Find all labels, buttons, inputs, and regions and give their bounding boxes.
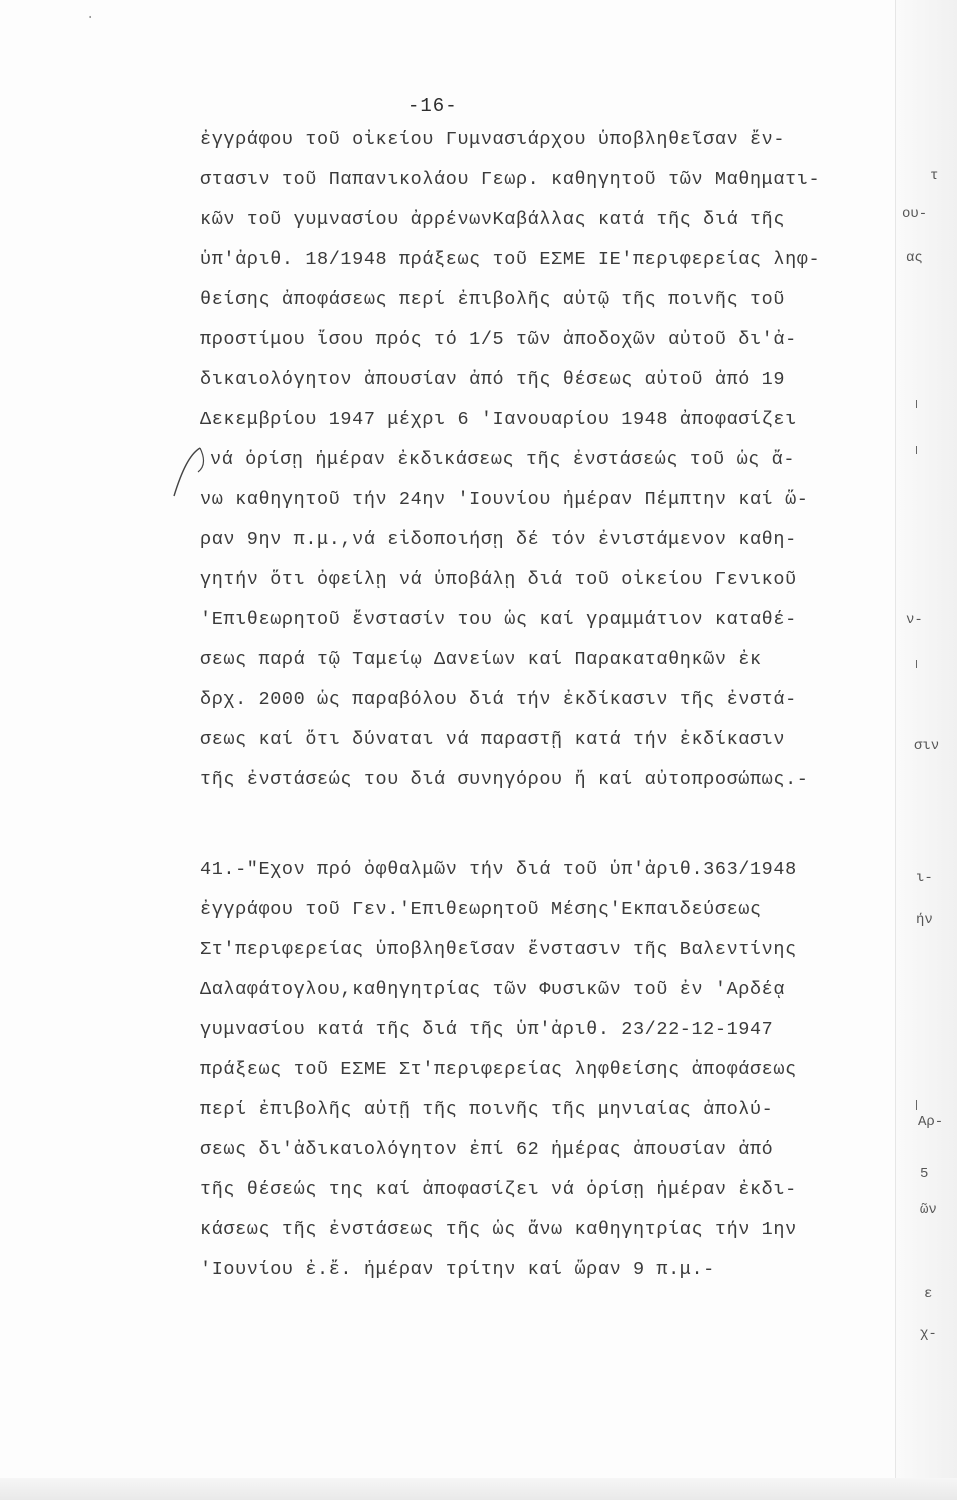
text-line: τῆς ἐνστάσεώς του διά συνηγόρου ἤ καί αὐτοπροσώπως.-	[200, 769, 809, 790]
text-line: κάσεως τῆς ἐνστάσεως τῆς ὡς ἄνω καθηγητρίας τήν 1ην	[200, 1219, 797, 1240]
page-number: -16-	[408, 95, 458, 117]
text-line: θείσης ἀποφάσεως περί ἐπιβολῆς αὐτῷ τῆς ποινῆς τοῦ	[200, 289, 786, 310]
corner-mark: ·	[86, 10, 95, 26]
text-line: σεως δι'ἀδικαιολόγητον ἐπί 62 ἡμέρας ἀπουσίαν ἀπό	[200, 1139, 774, 1160]
margin-tick	[916, 446, 917, 454]
text-line: προστίμου ἴσου πρός τό 1/5 τῶν ἀποδοχῶν αὐτοῦ δι'ἀ-	[200, 329, 797, 350]
margin-fragment: τ	[930, 168, 939, 184]
text-line: στασιν τοῦ Παπανικολάου Γεωρ. καθηγητοῦ τῶν Μαθηματι-	[200, 169, 821, 190]
text-line: περί ἐπιβολῆς αὐτῇ τῆς ποινῆς τῆς μηνιαίας ἀπολύ-	[200, 1099, 774, 1120]
text-line: κῶν τοῦ γυμνασίου ἀρρένωνΚαβάλλας κατά τῆς διά τῆς	[200, 209, 786, 230]
text-line: δικαιολόγητον ἀπουσίαν ἀπό τῆς θέσεως αὐτοῦ ἀπό 19	[200, 369, 786, 390]
margin-fragment: Αρ-	[918, 1114, 944, 1130]
text-line: ἐγγράφου τοῦ Γεν.'Επιθεωρητοῦ Μέσης'Εκπαιδεύσεως	[200, 899, 762, 920]
text-line: τῆς θέσεώς της καί ἀποφασίζει νά ὁρίσῃ ἡμέραν ἐκδι-	[200, 1179, 797, 1200]
paragraph-40	[200, 120, 900, 800]
text-line: νά ὁρίσῃ ἡμέραν ἐκδικάσεως τῆς ἐνστάσεώς τοῦ ὡς ἄ-	[210, 449, 796, 470]
page-bottom-edge	[0, 1478, 957, 1500]
text-line: Δαλαφάτογλου,καθηγητρίας τῶν Φυσικῶν τοῦ ἐν 'Αρδέᾳ	[200, 979, 786, 1000]
text-line: 'Επιθεωρητοῦ ἔνστασίν του ὡς καί γραμμάτιον καταθέ-	[200, 609, 797, 630]
text-line: γυμνασίου κατά τῆς διά τῆς ὑπ'ἀριθ. 23/22-12-1947	[200, 1019, 774, 1040]
paragraph-41	[200, 850, 900, 1290]
text-line: νω καθηγητοῦ τήν 24ην 'Ιουνίου ἡμέραν Πέμπτην καί ὥ-	[200, 489, 809, 510]
text-line: ὑπ'ἀριθ. 18/1948 πράξεως τοῦ ΕΣΜΕ ΙΕ'περιφερείας ληφ-	[200, 249, 821, 270]
text-line: σεως καί ὅτι δύναται νά παραστῇ κατά τήν ἐκδίκασιν	[200, 729, 786, 750]
margin-fragment: ι-	[916, 870, 933, 886]
text-line: 41.-"Εχον πρό ὀφθαλμῶν τήν διά τοῦ ὑπ'ἀριθ.363/1948	[200, 859, 797, 880]
text-line: σεως παρά τῷ Ταμείῳ Δανείων καί Παρακαταθηκῶν ἐκ	[200, 649, 762, 670]
text-line: ἐγγράφου τοῦ οἰκείου Γυμνασιάρχου ὑποβληθεῖσαν ἔν-	[200, 129, 786, 150]
margin-fragment: ήν	[916, 912, 933, 928]
margin-fragment: ου-	[902, 206, 928, 222]
margin-fragment: ας	[906, 250, 923, 266]
margin-fragment: ῶν	[920, 1202, 937, 1218]
text-line: ραν 9ην π.μ.,νά εἰδοποιήσῃ δέ τόν ἐνιστάμενον καθη-	[200, 529, 797, 550]
text-line: πράξεως τοῦ ΕΣΜΕ Στ'περιφερείας ληφθείσης ἀποφάσεως	[200, 1059, 797, 1080]
text-line: δρχ. 2000 ὡς παραβόλου διά τήν ἐκδίκασιν τῆς ἐνστά-	[200, 689, 797, 710]
margin-fragment: ε	[924, 1286, 933, 1302]
text-line: Δεκεμβρίου 1947 μέχρι 6 'Ιανουαρίου 1948 ἀποφασίζει	[200, 409, 797, 430]
margin-tick	[916, 1100, 917, 1110]
margin-fragment: ν-	[906, 612, 923, 628]
margin-tick	[916, 400, 917, 408]
text-line: Στ'περιφερείας ὑποβληθεῖσαν ἔνστασιν τῆς Βαλεντίνης	[200, 939, 797, 960]
margin-fragment: σιν	[914, 738, 940, 754]
margin-fragment: 5	[920, 1166, 929, 1182]
margin-fragment: χ-	[920, 1326, 937, 1342]
document-body	[200, 120, 900, 1290]
margin-tick	[916, 660, 917, 668]
text-line: 'Ιουνίου ἐ.ἔ. ἡμέραν τρίτην καί ὥραν 9 π.μ.-	[200, 1259, 715, 1280]
text-line: γητήν ὅτι ὀφείλῃ νά ὑποβάλῃ διά τοῦ οἰκείου Γενικοῦ	[200, 569, 797, 590]
paragraph-gap	[200, 800, 900, 850]
